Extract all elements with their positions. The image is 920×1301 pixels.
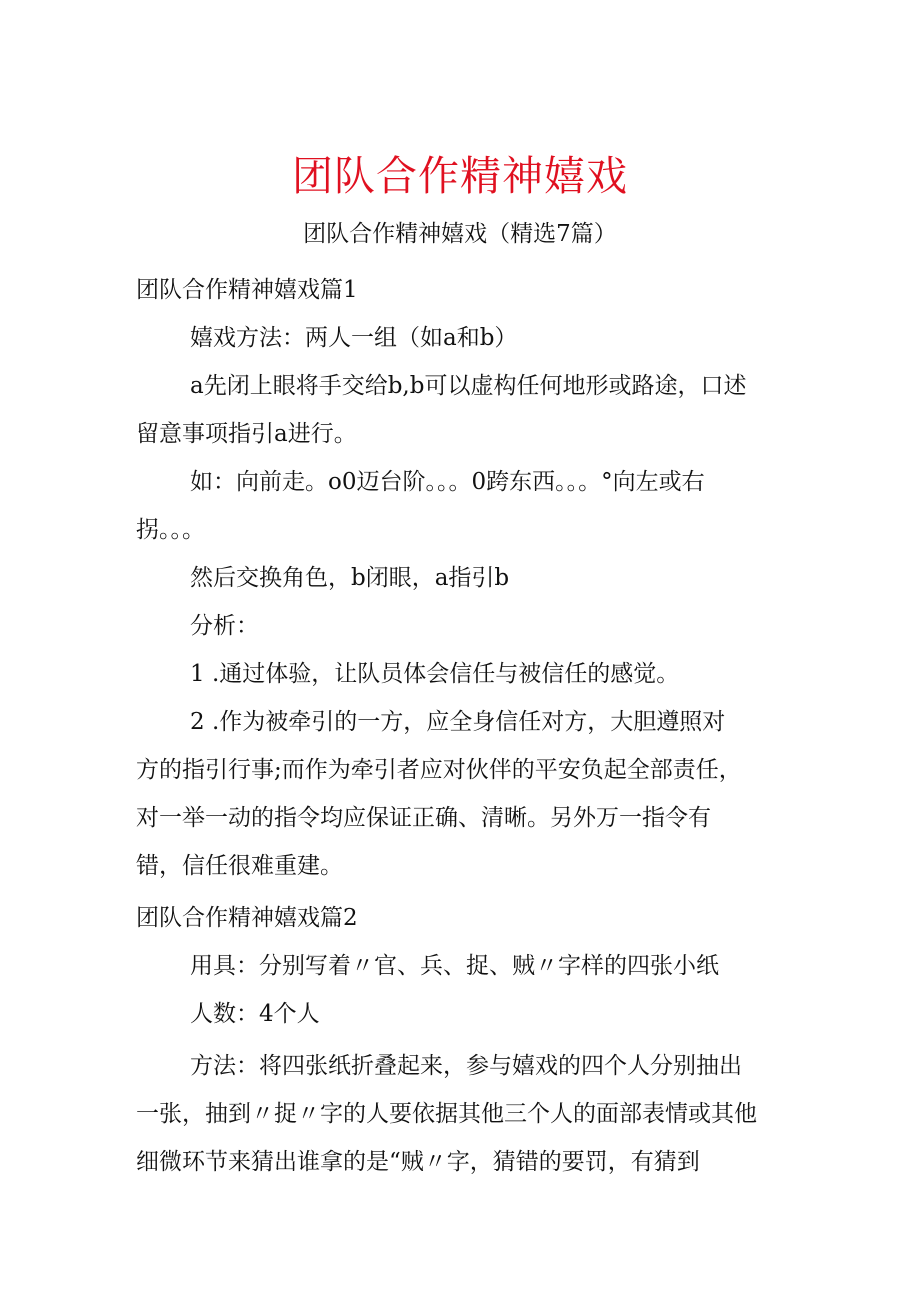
document-subtitle: 团队合作精神嬉戏（精选7篇） xyxy=(303,221,617,247)
paragraph-line: 留意事项指引a进行。 xyxy=(136,421,357,447)
paragraph-line: 方的指引行事;而作为牵引者应对伙伴的平安负起全部责任， xyxy=(136,757,742,783)
list-item-1: 1 .通过体验，让队员体会信任与被信任的感觉。 xyxy=(190,661,680,687)
section-heading-1: 团队合作精神嬉戏篇1 xyxy=(136,277,358,303)
paragraph-line: 一张，抽到〃捉〃字的人要依据其他三个人的面部表情或其他 xyxy=(136,1101,757,1127)
paragraph-line: 拐。。。 xyxy=(136,517,205,543)
paragraph-line: 对一举一动的指令均应保证正确、清晰。另外万一指令有 xyxy=(136,805,711,831)
paragraph-line: 嬉戏方法：两人一组（如a和b） xyxy=(190,325,518,351)
paragraph-line: a先闭上眼将手交给b,b可以虚构任何地形或路途，口述 xyxy=(190,373,747,399)
section-heading-2: 团队合作精神嬉戏篇2 xyxy=(136,905,358,931)
paragraph-line: 如：向前走。o0迈台阶。。。0跨东西。。。°向左或右 xyxy=(190,469,705,495)
paragraph-line: 细微环节来猜出谁拿的是“贼〃字，猜错的要罚，有猜到 xyxy=(136,1149,700,1175)
paragraph-line: 用具：分别写着〃官、兵、捉、贼〃字样的四张小纸 xyxy=(190,953,719,979)
paragraph-line: 方法：将四张纸折叠起来，参与嬉戏的四个人分别抽出 xyxy=(190,1053,742,1079)
paragraph-line: 分析： xyxy=(190,613,259,639)
paragraph-line: 错，信任很难重建。 xyxy=(136,853,343,879)
paragraph-line: 然后交换角色，b闭眼，a指引b xyxy=(190,565,510,591)
paragraph-line: 人数：4个人 xyxy=(190,1001,320,1027)
document-title: 团队合作精神嬉戏 xyxy=(292,152,628,200)
list-item-2: 2 .作为被牵引的一方，应全身信任对方，大胆遵照对 xyxy=(190,709,726,735)
